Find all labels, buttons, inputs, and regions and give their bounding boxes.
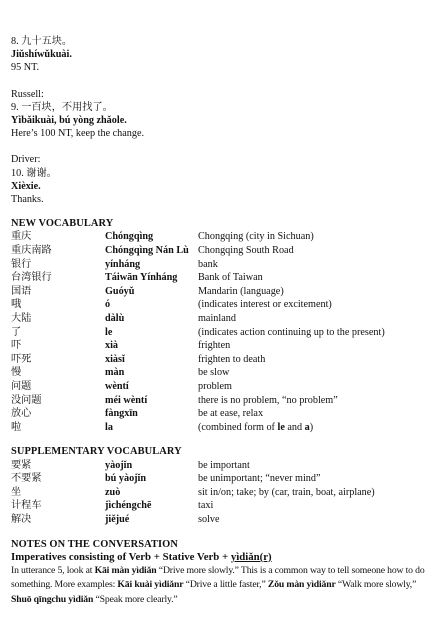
notes-paragraph xyxy=(11,564,436,607)
vocab-gloss: Chongqing South Road xyxy=(198,245,294,257)
vocab-row xyxy=(11,339,436,353)
vocab-pinyin: wèntí xyxy=(105,380,129,392)
vocab-row xyxy=(11,486,436,500)
vocab-gloss: (indicates interest or excitement) xyxy=(198,299,332,311)
vocab-gloss: solve xyxy=(198,513,220,525)
vocab-gloss: be important xyxy=(198,459,250,471)
vocab-hanzi: 啦 xyxy=(11,421,22,433)
vocab-row xyxy=(11,459,436,473)
vocab-hanzi: 国语 xyxy=(11,285,32,297)
vocab-row xyxy=(11,298,436,312)
vocab-hanzi: 要紧 xyxy=(11,459,32,471)
vocab-pinyin: Chóngqìng xyxy=(105,231,154,243)
vocab-pinyin: zuò xyxy=(105,486,121,498)
vocab-gloss: be at ease, relax xyxy=(198,408,264,420)
vocab-gloss: bank xyxy=(198,258,218,270)
utterance-9-pinyin: Yìbǎikuài, bú yòng zhǎole. xyxy=(11,115,127,127)
vocab-hanzi: 大陆 xyxy=(11,313,32,324)
vocab-hanzi: 重庆 xyxy=(11,231,32,243)
vocab-pinyin: méi wèntí xyxy=(105,394,148,406)
vocab-gloss: be slow xyxy=(198,367,230,379)
utterance-8-english: 95 NT. xyxy=(11,62,40,74)
vocab-pinyin: Táiwān Yínháng xyxy=(105,272,178,284)
vocab-row xyxy=(11,258,436,272)
para-example-pinyin: Zǒu màn yìdiǎnr xyxy=(267,579,336,591)
vocab-row xyxy=(11,312,436,326)
vocab-pinyin: le xyxy=(105,326,113,338)
page xyxy=(11,35,436,607)
vocab-pinyin: jiějué xyxy=(105,513,130,525)
vocab-gloss: problem xyxy=(198,380,232,392)
vocab-hanzi: 坐 xyxy=(11,486,22,498)
vocab-hanzi: 放心 xyxy=(11,408,32,420)
vocab-pinyin: Chóngqìng Nán Lù xyxy=(105,245,189,257)
vocab-row xyxy=(11,230,436,244)
vocab-hanzi: 吓死 xyxy=(11,353,32,365)
para-text: “Drive a little faster,” xyxy=(183,579,268,591)
vocab-hanzi: 银行 xyxy=(11,258,32,270)
vocab-row xyxy=(11,499,436,513)
vocab-row xyxy=(11,244,436,258)
gloss-part: and xyxy=(284,421,305,433)
utterance-9-chinese: 9. 一百块，不用找了。 xyxy=(11,101,113,113)
utterance-10-chinese: 10. 谢谢。 xyxy=(11,167,57,179)
vocab-pinyin: xiàsǐ xyxy=(105,353,125,365)
vocab-row xyxy=(11,472,436,486)
vocab-row xyxy=(11,285,436,299)
vocab-row xyxy=(11,366,436,380)
vocab-row xyxy=(11,394,436,408)
notes-subheading xyxy=(11,551,436,564)
supplementary-vocabulary-heading: SUPPLEMENTARY VOCABULARY xyxy=(11,446,182,458)
subheading-text: Imperatives consisting of Verb + Stative Verb + xyxy=(11,550,231,563)
vocab-pinyin: màn xyxy=(105,367,125,379)
para-example-pinyin: Kāi kuài yìdiǎnr xyxy=(117,579,184,591)
gloss-part: (combined form of xyxy=(198,421,278,433)
vocab-gloss: there is no problem, “no problem” xyxy=(198,394,338,406)
utterance-9-english: Here’s 100 NT, keep the change. xyxy=(11,128,145,140)
para-text: “Speak more clearly.” xyxy=(93,593,178,605)
vocab-row xyxy=(11,353,436,367)
para-example-pinyin: Kāi màn yìdiǎn xyxy=(94,564,157,576)
vocab-pinyin: dàlù xyxy=(105,313,125,324)
gloss-bold-le: le xyxy=(277,421,285,433)
utterance-8-pinyin: Jiǔshíwǔkuài. xyxy=(11,49,72,61)
vocab-hanzi: 没问题 xyxy=(11,394,42,406)
vocab-pinyin: fàngxīn xyxy=(105,408,138,420)
vocab-hanzi: 了 xyxy=(11,326,22,338)
notes-heading: NOTES ON THE CONVERSATION xyxy=(11,538,178,550)
vocab-gloss: frighten to death xyxy=(198,353,266,365)
vocab-hanzi: 吓 xyxy=(11,340,22,352)
speaker-russell: Russell: xyxy=(11,88,44,100)
vocab-gloss: sit in/on; take; by (car, train, boat, airplane) xyxy=(198,486,375,498)
vocab-row xyxy=(11,380,436,394)
vocab-gloss: frighten xyxy=(198,340,231,352)
vocab-pinyin: Guóyǔ xyxy=(105,285,135,297)
vocab-hanzi: 重庆南路 xyxy=(11,245,52,257)
vocab-row xyxy=(11,271,436,285)
supplementary-vocabulary-list xyxy=(11,459,436,527)
para-example-pinyin: Shuō qīngchu yìdiǎn xyxy=(11,593,94,605)
vocab-pinyin: ó xyxy=(105,299,111,311)
vocab-hanzi: 台湾银行 xyxy=(11,272,52,284)
vocab-hanzi: 哦 xyxy=(11,299,22,311)
vocab-gloss: taxi xyxy=(198,500,214,512)
vocab-gloss: Bank of Taiwan xyxy=(198,272,263,284)
utterance-10-pinyin: Xièxie. xyxy=(11,180,41,192)
vocab-hanzi: 慢 xyxy=(11,367,22,379)
vocab-gloss: mainland xyxy=(198,313,236,324)
vocab-row xyxy=(11,407,436,421)
vocab-pinyin: xià xyxy=(105,340,119,352)
vocab-pinyin: jìchéngchē xyxy=(105,500,152,512)
vocab-hanzi: 不要紧 xyxy=(11,473,42,485)
vocab-gloss: be unimportant; “never mind” xyxy=(198,473,321,485)
para-text: “Drive more slowly.” This is a common way to tell someone how to do something. More examples: xyxy=(11,564,425,591)
vocab-pinyin: yínháng xyxy=(105,258,141,270)
gloss-bold-a: a xyxy=(304,421,310,433)
new-vocabulary-list xyxy=(11,230,436,434)
utterance-10-english: Thanks. xyxy=(11,194,44,206)
vocab-gloss: Mandarin (language) xyxy=(198,285,284,297)
vocab-hanzi: 解决 xyxy=(11,513,32,525)
vocab-pinyin: yàojǐn xyxy=(105,459,133,471)
new-vocabulary-heading: NEW VOCABULARY xyxy=(11,218,114,230)
vocab-pinyin: la xyxy=(105,421,113,433)
vocab-pinyin: bú yàojǐn xyxy=(105,473,147,485)
para-text: In utterance 5, look at xyxy=(11,564,95,576)
vocab-row xyxy=(11,421,436,435)
vocab-gloss xyxy=(198,421,436,435)
speaker-driver: Driver: xyxy=(11,154,41,166)
para-text: “Walk more slowly,” xyxy=(335,579,417,591)
vocab-hanzi: 问题 xyxy=(11,380,32,392)
vocab-gloss: Chongqing (city in Sichuan) xyxy=(198,231,314,243)
vocab-row xyxy=(11,513,436,527)
vocab-hanzi: 计程车 xyxy=(11,500,42,512)
vocab-gloss: (indicates action continuing up to the present) xyxy=(198,326,385,338)
subheading-underlined: yìdiǎn(r) xyxy=(230,550,272,563)
utterance-8-chinese: 8. 九十五块。 xyxy=(11,36,73,47)
gloss-part: ) xyxy=(309,421,314,433)
vocab-row xyxy=(11,326,436,340)
